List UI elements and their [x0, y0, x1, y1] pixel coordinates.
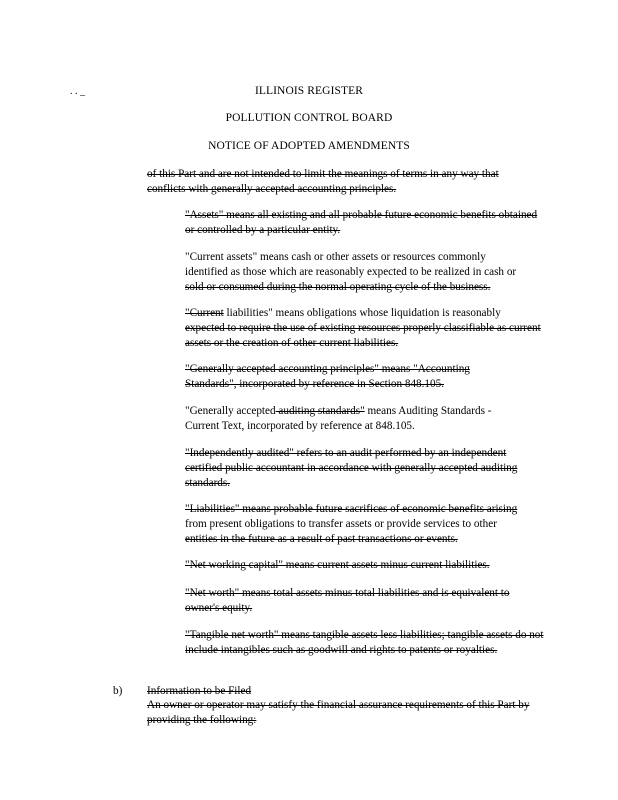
definition-assets: "Assets" means all existing and all probable future economic benefits obtained or controlled by a particular entity.: [185, 209, 538, 236]
gaas-struck-1: auditing standards": [275, 405, 365, 417]
current-liabilities-struck: "Current: [185, 307, 224, 319]
current-liabilities-text: liabilities" means obligations whose liquidation is reasonably: [223, 307, 501, 319]
definition-current-assets: [185, 250, 555, 295]
definition-net-working-capital: "Net working capital" means current assets minus current liabilities.: [185, 559, 490, 571]
definition-tangible-net-worth: "Tangible net worth" means tangible assets less liabilities; tangible assets do not include intangibles such as goodwill and rights to patents or royalties.: [185, 629, 544, 656]
definition-liabilities: [185, 502, 555, 547]
current-assets-line-1-text: "Current assets" means cash or other assets or resources commonly: [185, 251, 486, 263]
current-assets-line-2: identified as those which are reasonably expected to be realized in cash or: [185, 266, 517, 278]
current-assets-line-1: [185, 250, 555, 265]
liabilities-line-3: entities in the future as a result of past transactions or events.: [185, 533, 458, 545]
section-b-heading: Information to be Filed: [147, 685, 252, 697]
current-liabilities-rest: expected to require the use of existing resources properly classifiable as current assets or the creation of other current liabilities.: [185, 322, 541, 349]
definition-gaap: "Generally accepted accounting principles" means "Accounting Standards", incorporated by reference in Section 848.105.: [185, 363, 470, 390]
section-b-label: b): [113, 685, 123, 697]
current-assets-line-3: sold or consumed during the normal operating cycle of the business.: [185, 281, 491, 293]
gaas-text-1: "Generally accepted: [185, 405, 276, 417]
liabilities-line-2: from present obligations to transfer assets or provide services to other: [185, 518, 497, 530]
definition-independently-audited: "Independently audited" refers to an audit performed by an independent certified public accountant in accordance with generally accepted auditing standards.: [185, 447, 518, 489]
liabilities-line-1: "Liabilities" means probable future sacrifices of economic benefits arising: [185, 503, 518, 515]
gaas-text-2: means Auditing Standards -: [364, 405, 492, 417]
notice-title: NOTICE OF ADOPTED AMENDMENTS: [208, 140, 410, 152]
gaas-text-3: Current Text, incorporated by reference at 848.105.: [185, 420, 415, 432]
register-title: ILLINOIS REGISTER: [254, 85, 364, 97]
margin-marks: . . _: [70, 86, 85, 97]
definition-net-worth: "Net worth" means total assets minus total liabilities and is equivalent to owner's equity.: [185, 587, 510, 614]
definition-current-liabilities: [185, 306, 545, 351]
intro-paragraph: of this Part and are not intended to limit the meanings of terms in any way that conflicts with generally accepted accounting principles.: [147, 168, 499, 195]
definition-gaas: [185, 404, 545, 434]
board-name: POLLUTION CONTROL BOARD: [225, 112, 393, 124]
section-b-text: An owner or operator may satisfy the financial assurance requirements of this Part by providing the following:: [147, 699, 530, 726]
